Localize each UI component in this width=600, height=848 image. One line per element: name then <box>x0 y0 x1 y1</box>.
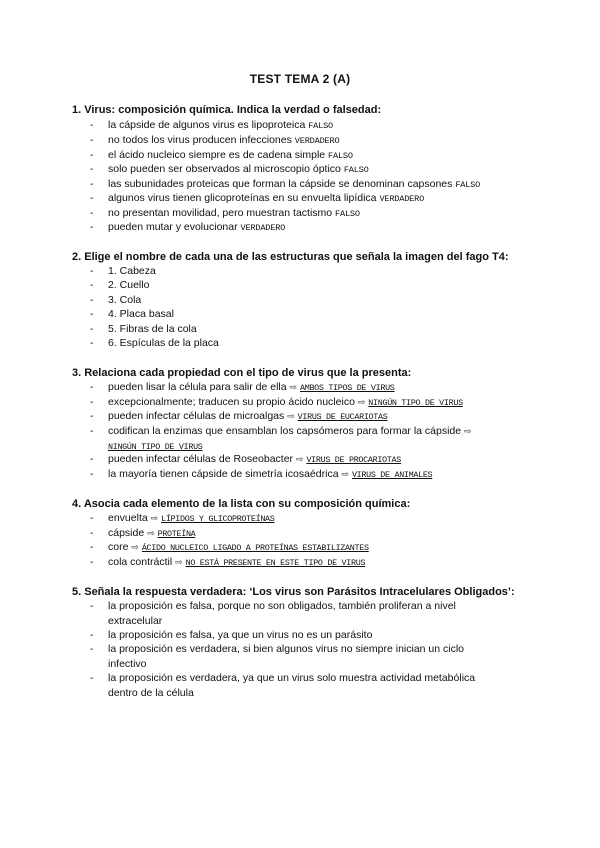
bullet-dash: - <box>90 629 94 641</box>
bullet-dash: - <box>90 556 94 568</box>
arrow-right-icon: ⇨ <box>175 557 183 567</box>
bullet-dash: - <box>90 672 94 684</box>
element-text: cápside <box>108 527 145 539</box>
element-text: envuelta <box>108 512 148 524</box>
statement-text: pueden mutar y evolucionar <box>108 221 238 233</box>
bullet-dash: - <box>90 453 94 465</box>
bullet-dash: - <box>90 381 94 393</box>
statement-text: solo pueden ser observados al microscopio óptico <box>108 163 341 175</box>
bullet-dash: - <box>90 396 94 408</box>
property-text: pueden lisar la célula para salir de ella <box>108 381 287 393</box>
bullet-dash: - <box>90 294 94 306</box>
question-5-heading: 5. Señala la respuesta verdadera: ‘Los virus son Parásitos Intracelulares Obligados’: <box>72 586 515 598</box>
answer-label: NO ESTÁ PRESENTE EN ESTE TIPO DE VIRUS <box>185 558 366 568</box>
option-text: la proposición es verdadera, ya que un virus solo muestra actividad metabólica <box>108 672 476 684</box>
arrow-right-icon: ⇨ <box>341 469 350 479</box>
answer-label: FALSO <box>455 180 481 190</box>
answer-label: FALSO <box>335 209 360 219</box>
bullet-dash: - <box>90 221 94 233</box>
bullet-dash: - <box>90 119 94 131</box>
bullet-dash: - <box>90 207 94 219</box>
statement-text: la cápside de algunos virus es lipoproteica <box>108 119 306 131</box>
question-1-heading: 1. Virus: composición química. Indica la verdad o falsedad: <box>72 104 382 116</box>
bullet-dash: - <box>90 149 94 161</box>
answer-label: ÁCIDO NUCLEICO LIGADO A PROTEÍNAS ESTABILIZANTES <box>141 543 369 553</box>
question-3-heading: 3. Relaciona cada propiedad con el tipo de virus que la presenta: <box>72 367 412 379</box>
option-text-continued: extracelular <box>108 614 163 627</box>
option-text-continued: infectivo <box>108 657 147 670</box>
structure-label: 6. Espículas de la placa <box>108 337 219 349</box>
element-text: cola contráctil <box>108 556 173 568</box>
property-text: la mayoría tienen cápside de simetría icosaédrica <box>108 468 339 480</box>
element-text: core <box>108 541 129 553</box>
answer-label: VIRUS DE PROCARIOTAS <box>306 455 401 465</box>
answer-label: VERDADERO <box>379 194 425 204</box>
bullet-dash: - <box>90 527 94 539</box>
option-text: la proposición es verdadera, si bien algunos virus no siempre inician un ciclo <box>108 643 465 655</box>
bullet-dash: - <box>90 134 94 146</box>
answer-label: VERDADERO <box>240 223 286 233</box>
property-text: pueden infectar células de microalgas <box>108 410 285 422</box>
bullet-dash: - <box>90 192 94 204</box>
bullet-dash: - <box>90 410 94 422</box>
property-text: excepcionalmente; traducen su propio ácido nucleico <box>108 396 355 408</box>
arrow-right-icon: ⇨ <box>147 528 155 538</box>
bullet-dash: - <box>90 308 94 320</box>
statement-text: no todos los virus producen infecciones <box>108 134 292 146</box>
bullet-dash: - <box>90 512 94 524</box>
answer-label: AMBOS TIPOS DE VIRUS <box>300 383 395 393</box>
answer-label: NINGÚN TIPO DE VIRUS <box>108 441 203 452</box>
answer-label: VIRUS DE ANIMALES <box>351 470 433 480</box>
property-text: pueden infectar células de Roseobacter <box>108 453 294 465</box>
bullet-dash: - <box>90 600 94 612</box>
property-text: codifican la enzimas que ensamblan los capsómeros para formar la cápside <box>108 425 462 437</box>
statement-text: no presentan movilidad, pero muestran tactismo <box>108 207 333 219</box>
answer-label: FALSO <box>343 165 369 175</box>
page-title: TEST TEMA 2 (A) <box>249 72 351 86</box>
answer-label: PROTEÍNA <box>157 529 196 539</box>
structure-label: 3. Cola <box>108 294 142 306</box>
arrow-right-icon: ⇨ <box>295 454 304 464</box>
question-2-heading: 2. Elige el nombre de cada una de las estructuras que señala la imagen del fago T4: <box>72 251 509 263</box>
answer-label: NINGÚN TIPO DE VIRUS <box>368 398 463 408</box>
bullet-dash: - <box>90 541 94 553</box>
structure-label: 2. Cuello <box>108 279 150 291</box>
bullet-dash: - <box>90 279 94 291</box>
answer-label: FALSO <box>328 151 353 161</box>
structure-label: 4. Placa basal <box>108 308 174 320</box>
arrow-right-icon: ⇨ <box>464 426 472 436</box>
arrow-right-icon: ⇨ <box>287 411 295 421</box>
statement-text: algunos virus tienen glicoproteínas en su envuelta lipídica <box>108 192 377 204</box>
bullet-dash: - <box>90 323 94 335</box>
bullet-dash: - <box>90 265 94 277</box>
structure-label: 1. Cabeza <box>108 265 156 277</box>
answer-label: FALSO <box>308 121 334 131</box>
bullet-dash: - <box>90 468 94 480</box>
bullet-dash: - <box>90 337 94 349</box>
answer-label: LÍPIDOS Y GLICOPROTEÍNAS <box>161 514 275 524</box>
answer-label: VIRUS DE EUCARIOTAS <box>297 412 388 422</box>
question-4-heading: 4. Asocia cada elemento de la lista con su composición química: <box>72 498 411 510</box>
answer-label: VERDADERO <box>294 136 340 146</box>
bullet-dash: - <box>90 178 94 190</box>
statement-text: las subunidades proteicas que forman la cápside se denominan capsones <box>108 178 453 190</box>
bullet-dash: - <box>90 163 94 175</box>
arrow-right-icon: ⇨ <box>357 397 366 407</box>
arrow-right-icon: ⇨ <box>131 542 139 552</box>
structure-label: 5. Fibras de la cola <box>108 323 197 335</box>
option-text: la proposición es falsa, porque no son obligados, también proliferan a nivel <box>108 600 456 612</box>
bullet-dash: - <box>90 643 94 655</box>
bullet-dash: - <box>90 425 94 437</box>
arrow-right-icon: ⇨ <box>150 513 159 523</box>
option-text: la proposición es falsa, ya que un virus no es un parásito <box>108 629 373 641</box>
arrow-right-icon: ⇨ <box>289 382 298 392</box>
option-text-continued: dentro de la célula <box>108 686 194 699</box>
statement-text: el ácido nucleico siempre es de cadena simple <box>108 149 326 161</box>
